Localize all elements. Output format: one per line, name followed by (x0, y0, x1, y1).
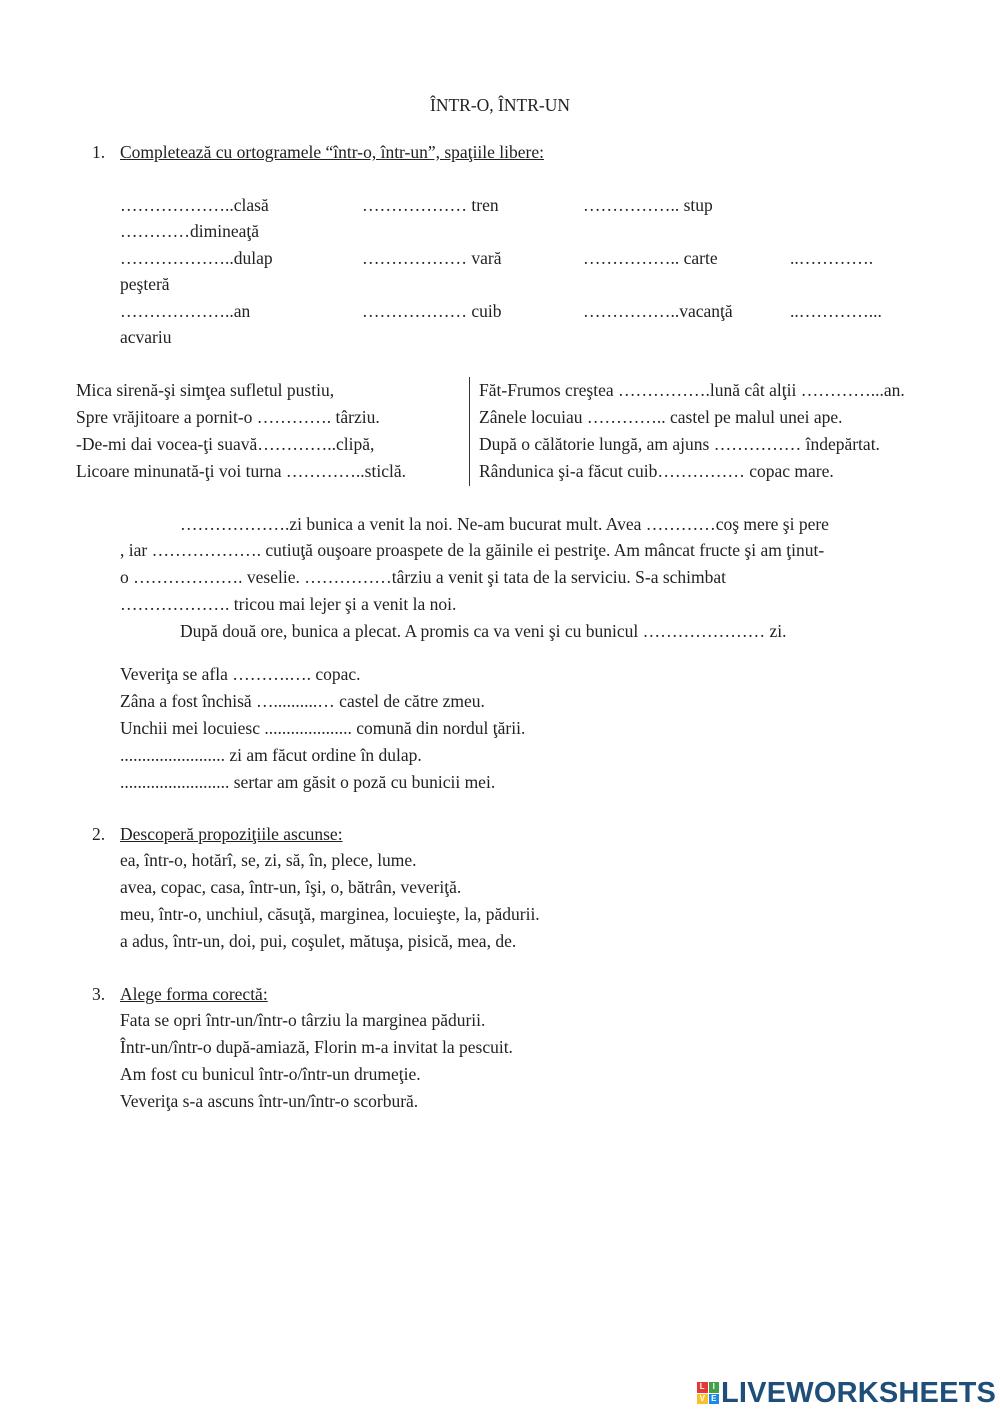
fill-cell: ………………..an (120, 301, 251, 321)
sentence-line: Zâna a fost închisă …..........… castel de către zmeu. (120, 691, 485, 711)
fill-cell-wrap: acvariu (120, 327, 172, 347)
logo-mark-letter: V (697, 1394, 708, 1405)
logo-mark-letter: I (709, 1382, 720, 1393)
sentence-line: ........................ zi am făcut ordine în dulap. (120, 745, 422, 765)
choice-line: Într-un/într-o după-amiază, Florin m-a invitat la pescuit. (120, 1037, 513, 1057)
fill-cell: …………….. carte (583, 248, 718, 268)
liveworksheets-logo (697, 1378, 996, 1408)
fill-cell: ……………..vacanţă (583, 301, 733, 321)
poem-line: Licoare minunată-ţi voi turna …………..sticlă. (76, 461, 406, 481)
fill-cell: …………….. stup (583, 195, 713, 215)
sentence-line: Veveriţa se afla ……….…. copac. (120, 664, 361, 684)
q1-number: 1. (92, 142, 106, 162)
fill-cell-wrap: peşteră (120, 274, 170, 294)
right-sentence: Zânele locuiau ………….. castel pe malul unei ape. (479, 407, 843, 427)
paragraph-line: După două ore, bunica a plecat. A promis ca va veni şi cu bunicul ………………… zi. (180, 621, 787, 641)
fill-cell: ..…………. (790, 248, 874, 268)
fill-cell: ……………… cuib (362, 301, 502, 321)
fill-cell: ………………..clasă (120, 195, 269, 215)
logo-mark-icon (697, 1382, 719, 1404)
paragraph-line: o ………………. veselie. ……………târziu a venit şi tata de la serviciu. S-a schimbat (120, 567, 727, 587)
scrambled-line: avea, copac, casa, într-un, îşi, o, bătrân, veveriţă. (120, 877, 462, 897)
choice-line: Am fost cu bunicul într-o/într-un drumeţie. (120, 1064, 421, 1084)
choice-line: Fata se opri într-un/într-o târziu la marginea pădurii. (120, 1010, 486, 1030)
q2-number: 2. (92, 824, 106, 844)
paragraph-line: , iar ………………. cutiuţă ouşoare proaspete de la găinile ei pestriţe. Am mâncat fructe şi am ţinut- (120, 540, 825, 560)
poem-divider (469, 377, 470, 486)
poem-line: Spre vrăjitoare a pornit-o …………. târziu. (76, 407, 380, 427)
fill-cell: ………………..dulap (120, 248, 273, 268)
fill-cell: ..…………... (790, 301, 882, 321)
scrambled-line: ea, într-o, hotărî, se, zi, să, în, plece, lume. (120, 850, 417, 870)
choice-line: Veveriţa s-a ascuns într-un/într-o scorbură. (120, 1091, 419, 1111)
q3-instruction: Alege forma corectă: (120, 984, 268, 1004)
sentence-line: ......................... sertar am găsit o poză cu bunicii mei. (120, 772, 496, 792)
right-sentence: Făt-Frumos creştea …………….lună cât alţii …………...an. (479, 380, 905, 400)
q2-instruction: Descoperă propoziţiile ascunse: (120, 824, 343, 844)
scrambled-line: meu, într-o, unchiul, căsuţă, marginea, locuieşte, la, pădurii. (120, 904, 540, 924)
page-title: ÎNTR-O, ÎNTR-UN (430, 95, 570, 115)
q1-instruction: Completează cu ortogramele “într-o, într-un”, spaţiile libere: (120, 142, 544, 162)
logo-mark-letter: L (697, 1382, 708, 1393)
fill-cell: ……………… tren (362, 195, 499, 215)
fill-cell-wrap: …………dimineaţă (120, 221, 260, 241)
right-sentence: După o călătorie lungă, am ajuns …………… îndepărtat. (479, 434, 880, 454)
scrambled-line: a adus, într-un, doi, pui, coşulet, mătuşa, pisică, mea, de. (120, 931, 517, 951)
logo-text: LIVEWORKSHEETS (721, 1376, 997, 1409)
poem-line: Mica sirenă-şi simţea sufletul pustiu, (76, 380, 335, 400)
poem-line: -De-mi dai vocea-ţi suavă…………..clipă, (76, 434, 375, 454)
paragraph-line: ……………….zi bunica a venit la noi. Ne-am bucurat mult. Avea …………coş mere şi pere (180, 514, 829, 534)
sentence-line: Unchii mei locuiesc .................... comună din nordul ţării. (120, 718, 526, 738)
paragraph-line: ………………. tricou mai lejer şi a venit la noi. (120, 594, 457, 614)
q3-number: 3. (92, 984, 106, 1004)
fill-cell: ……………… vară (362, 248, 502, 268)
right-sentence: Rândunica şi-a făcut cuib…………… copac mare. (479, 461, 834, 481)
logo-mark-letter: E (709, 1394, 720, 1405)
